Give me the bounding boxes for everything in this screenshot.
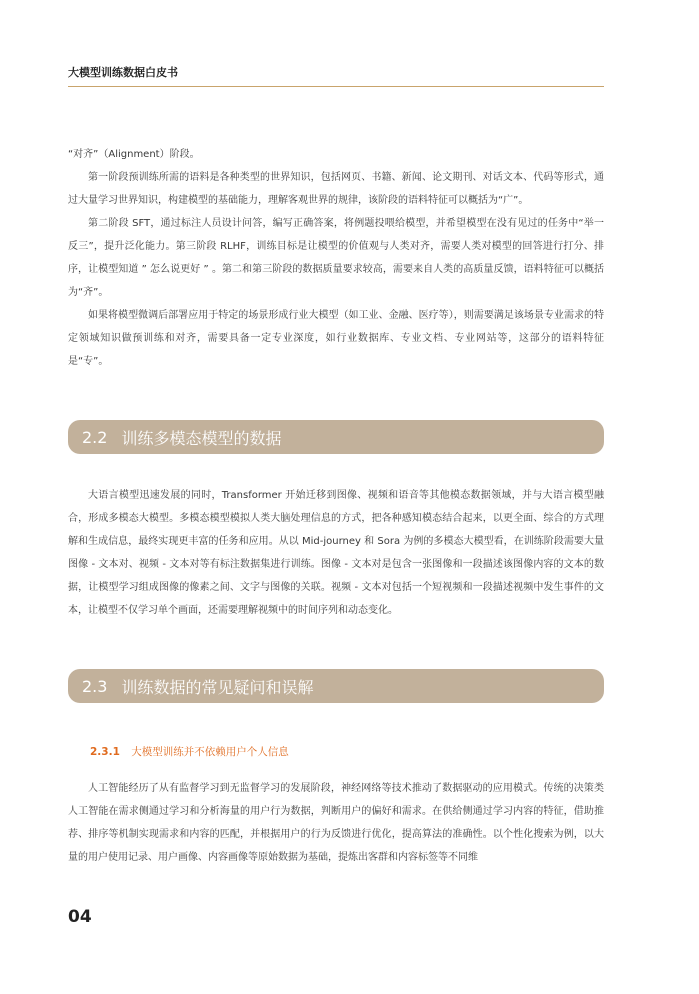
paragraph-ai-data-driven: 人工智能经历了从有监督学习到无监督学习的发展阶段，神经网络等技术推动了数据驱动的应用模式。传统的决策类人工智能在需求侧通过学习和分析海量的用户行为数据，判断用户的偏好和需求。在供给侧通过学习内容的特征，借助推荐、排序等机制实现需求和内容的匹配，并根据用户的行为反馈进行优化，提高算法的准确性。以个性化搜索为例，以大量的用户使用记录、用户画像、内容画像等原始数据为基础，提炼出客群和内容标签等不同维 — [68, 783, 604, 863]
page-number: 04 — [68, 907, 92, 927]
paragraph-multimodal: 大语言模型迅速发展的同时，Transformer 开始迁移到图像、视频和语音等其他模态数据领域，并与大语言模型融合，形成多模态大模型。多模态模型模拟人类大脑处理信息的方式，把各种感知模态结合起来，以更全面、综合的方式理解和生成信息，最终实现更丰富的任务和应用。从以 Mid-journey 和 Sora 为例的多模态大模型看，在训练阶段需要大量图像 - 文本对、视频 - 文本对等有标注数据集进行训练。图像 - 文本对是包含一张图像和一段描述该图像内容的文本的数据，让模型学习组成图像的像素之间、文字与图像的关联。视频 - 文本对包括一个短视频和一段描述视频中发生事件的文本，让模型不仅学习单个画面，还需要理解视频中的时间序列和动态变化。 — [68, 490, 604, 616]
subsection-heading-2-3-1 — [90, 744, 289, 759]
section-number: 2.3 — [82, 676, 108, 696]
section-banner-2-2 — [68, 420, 604, 454]
section-number: 2.2 — [82, 427, 108, 447]
paragraph-sft-rlhf: 第二阶段 SFT，通过标注人员设计问答，编写正确答案，将例题投喂给模型，并希望模型在没有见过的任务中“举一反三”，提升泛化能力。第三阶段 RLHF，训练目标是让模型的价值观与人类对齐，需要人类对模型的回答进行打分、排序，让模型知道 ” 怎么说更好 ” 。第二和第三阶段的数据质量要求较高，需要来自人类的高质量反馈，语料特征可以概括为“齐”。 — [68, 218, 604, 298]
paragraph-industry-model: 如果将模型微调后部署应用于特定的场景形成行业大模型（如工业、金融、医疗等），则需要满足该场景专业需求的特定领域知识做预训练和对齐，需要具备一定专业深度，如行业数据库、专业文档、专业网站等，这部分的语料特征是“专”。 — [68, 310, 604, 367]
header-divider — [68, 86, 604, 87]
section-title: 训练多模态模型的数据 — [121, 428, 282, 448]
paragraph-alignment-stage: “对齐”（Alignment）阶段。 — [68, 149, 200, 160]
section-title: 训练数据的常见疑问和误解 — [121, 677, 314, 697]
subsection-number: 2.3.1 — [90, 746, 120, 758]
subsection-title: 大模型训练并不依赖用户个人信息 — [131, 746, 289, 758]
section-banner-2-3 — [68, 669, 604, 703]
running-header-title: 大模型训练数据白皮书 — [68, 66, 178, 79]
paragraph-pretraining: 第一阶段预训练所需的语料是各种类型的世界知识，包括网页、书籍、新闻、论文期刊、对话文本、代码等形式，通过大量学习世界知识，构建模型的基础能力，理解客观世界的规律，该阶段的语料特征可以概括为“广”。 — [68, 172, 604, 206]
